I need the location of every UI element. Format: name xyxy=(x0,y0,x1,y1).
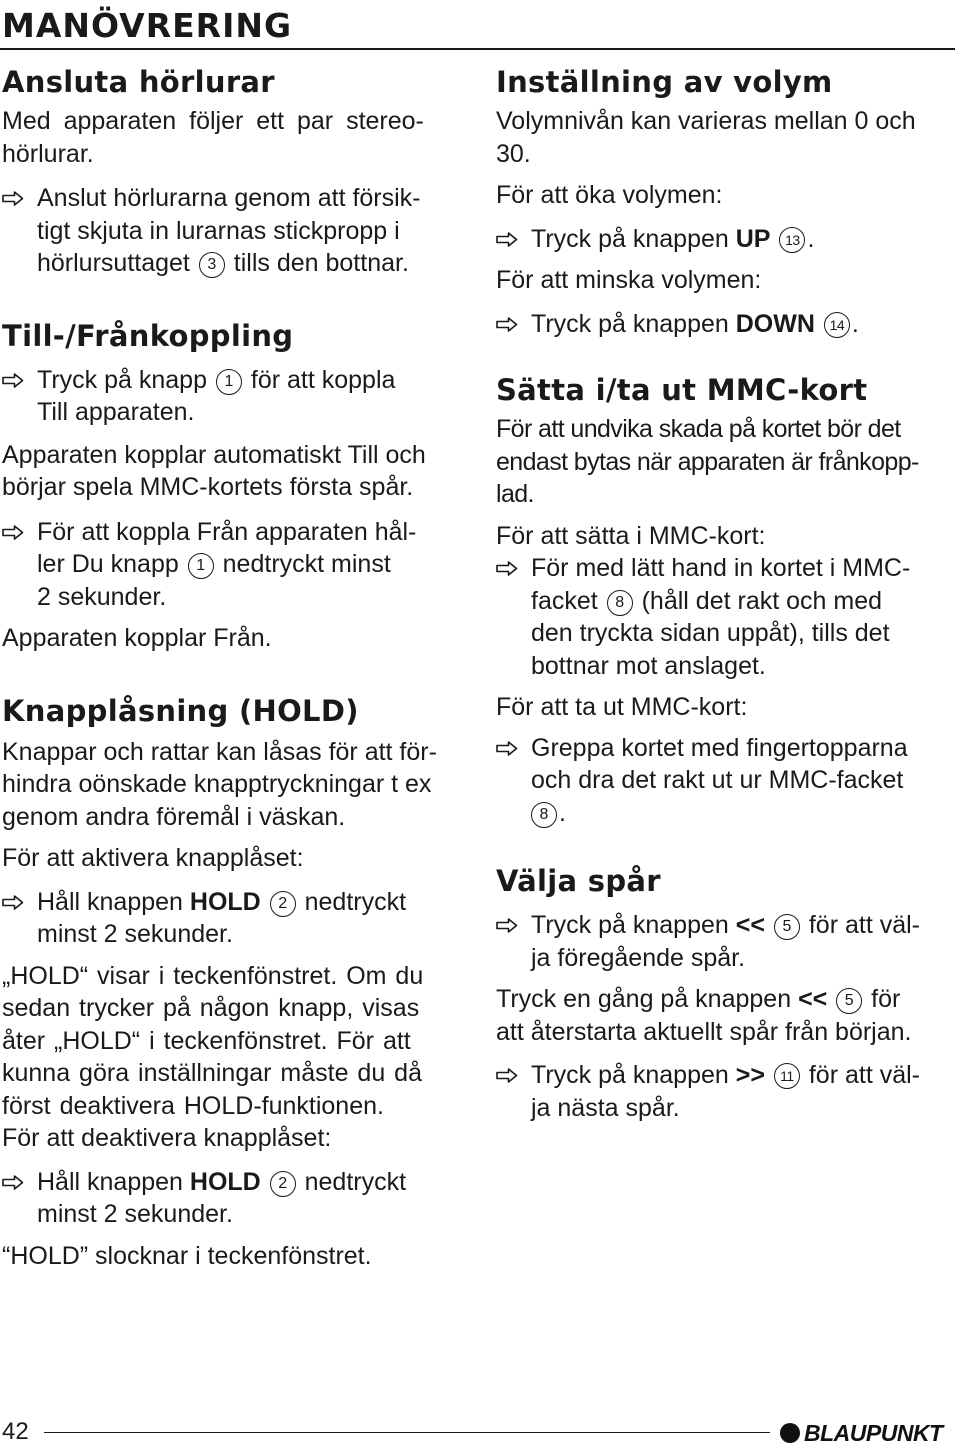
paragraph: “HOLD” slocknar i teckenfönstret. xyxy=(2,1241,372,1270)
instruction-step: Tryck på knappen >> 11 för att väl- ja nästa spår. xyxy=(496,1059,956,1124)
section-headphones xyxy=(2,62,462,280)
arrow-right-icon xyxy=(2,525,24,540)
section-hold xyxy=(2,691,462,1273)
paragraph: För att öka volymen: xyxy=(496,181,723,209)
section-volume xyxy=(496,62,956,340)
arrow-right-icon xyxy=(496,918,518,933)
page-number: 42 xyxy=(2,1418,29,1445)
arrow-right-icon xyxy=(2,1175,24,1190)
left-column xyxy=(2,62,462,1272)
paragraph: För att ta ut MMC-kort: xyxy=(496,693,748,721)
section-mmc-card xyxy=(496,370,956,829)
page-footer xyxy=(0,1400,960,1446)
paragraph: Apparaten kopplar Från. xyxy=(2,624,272,652)
paragraph: „HOLD“ visar i teckenfönstret. Om du sedan trycker på någon knapp, visas åter „HOLD“ i teckenfönstret. För att kunna göra inställningar måste du då först deaktivera HOLD-funktionen. xyxy=(2,961,424,1120)
section-heading: Till-/Frånkoppling xyxy=(2,318,294,353)
instruction-step: Håll knappen HOLD 2 nedtryckt minst 2 sekunder. xyxy=(2,886,462,951)
instruction-step: Greppa kortet med fingertopparna och dra det rakt ut ur MMC-facket 8 . xyxy=(496,732,956,830)
instruction-step: Anslut hörlurarna genom att försik- tigt skjuta in lurarnas stickpropp i hörlursuttaget 3 tills den bottnar. xyxy=(2,182,462,280)
paragraph: Volymnivån kan varieras mellan 0 och 30. xyxy=(496,107,916,168)
section-heading: Sätta i/ta ut MMC-kort xyxy=(496,373,868,407)
instruction-step: Tryck på knapp 1 för att koppla Till apparaten. xyxy=(2,364,462,429)
reference-number: 14 xyxy=(824,312,850,338)
reference-number: 1 xyxy=(188,553,214,579)
reference-number: 5 xyxy=(774,914,800,940)
section-heading: Knapplåsning (HOLD) xyxy=(2,693,359,728)
paragraph: För att undvika skada på kortet bör det endast bytas när apparaten är frånkopp- lad. xyxy=(496,415,919,508)
reference-number: 2 xyxy=(270,891,296,917)
reference-number: 8 xyxy=(607,590,633,616)
arrow-right-icon xyxy=(2,895,24,910)
arrow-right-icon xyxy=(2,191,24,206)
paragraph: Tryck en gång på knappen << 5 för att återstarta aktuellt spår från början. xyxy=(496,985,912,1046)
logo-dot-icon xyxy=(780,1423,800,1443)
paragraph: För att minska volymen: xyxy=(496,266,762,294)
brand-name: BLAUPUNKT xyxy=(804,1419,943,1446)
instruction-step: Håll knappen HOLD 2 nedtryckt minst 2 sekunder. xyxy=(2,1166,462,1231)
paragraph: För att sätta i MMC-kort: xyxy=(496,521,766,550)
instruction-step: Tryck på knappen << 5 för att väl- ja föregående spår. xyxy=(496,909,956,974)
arrow-right-icon xyxy=(496,561,518,576)
section-track-select xyxy=(496,861,956,1124)
section-power xyxy=(2,316,462,655)
page-header xyxy=(0,2,955,50)
paragraph: Apparaten kopplar automatiskt Till och börjar spela MMC-kortets första spår. xyxy=(2,440,426,501)
page-title: MANÖVRERING xyxy=(2,6,293,45)
arrow-right-icon xyxy=(2,373,24,388)
instruction-step: Tryck på knappen UP 13 . xyxy=(496,223,956,256)
reference-number: 11 xyxy=(774,1063,800,1089)
reference-number: 2 xyxy=(270,1171,296,1197)
arrow-right-icon xyxy=(496,741,518,756)
instruction-step: För med lätt hand in kortet i MMC- facket 8 (håll det rakt och med den tryckta sidan uppåt), tills det bottnar mot anslaget. xyxy=(496,552,956,682)
reference-number: 13 xyxy=(779,227,805,253)
brand-logo xyxy=(780,1418,943,1448)
footer-divider xyxy=(44,1432,770,1433)
paragraph: Knappar och rattar kan låsas för att för- hindra oönskade knapptryckningar t ex genom andra föremål i väskan. xyxy=(2,737,437,831)
arrow-right-icon xyxy=(496,1068,518,1083)
right-column xyxy=(496,62,956,1124)
reference-number: 3 xyxy=(199,252,225,278)
section-heading: Inställning av volym xyxy=(496,65,833,99)
paragraph: För att aktivera knapplåset: xyxy=(2,844,304,872)
instruction-step: För att koppla Från apparaten hål- ler Du knapp 1 nedtryckt minst 2 sekunder. xyxy=(2,516,462,614)
reference-number: 1 xyxy=(216,369,242,395)
reference-number: 5 xyxy=(836,988,862,1014)
section-heading: Ansluta hörlurar xyxy=(2,65,275,99)
instruction-step: Tryck på knappen DOWN 14 . xyxy=(496,308,956,341)
reference-number: 8 xyxy=(531,802,557,828)
arrow-right-icon xyxy=(496,232,518,247)
paragraph: Med apparaten följer ett par stereo- hörlurar. xyxy=(2,107,424,168)
section-heading: Välja spår xyxy=(496,864,661,898)
paragraph: För att deaktivera knapplåset: xyxy=(2,1124,332,1152)
arrow-right-icon xyxy=(496,317,518,332)
